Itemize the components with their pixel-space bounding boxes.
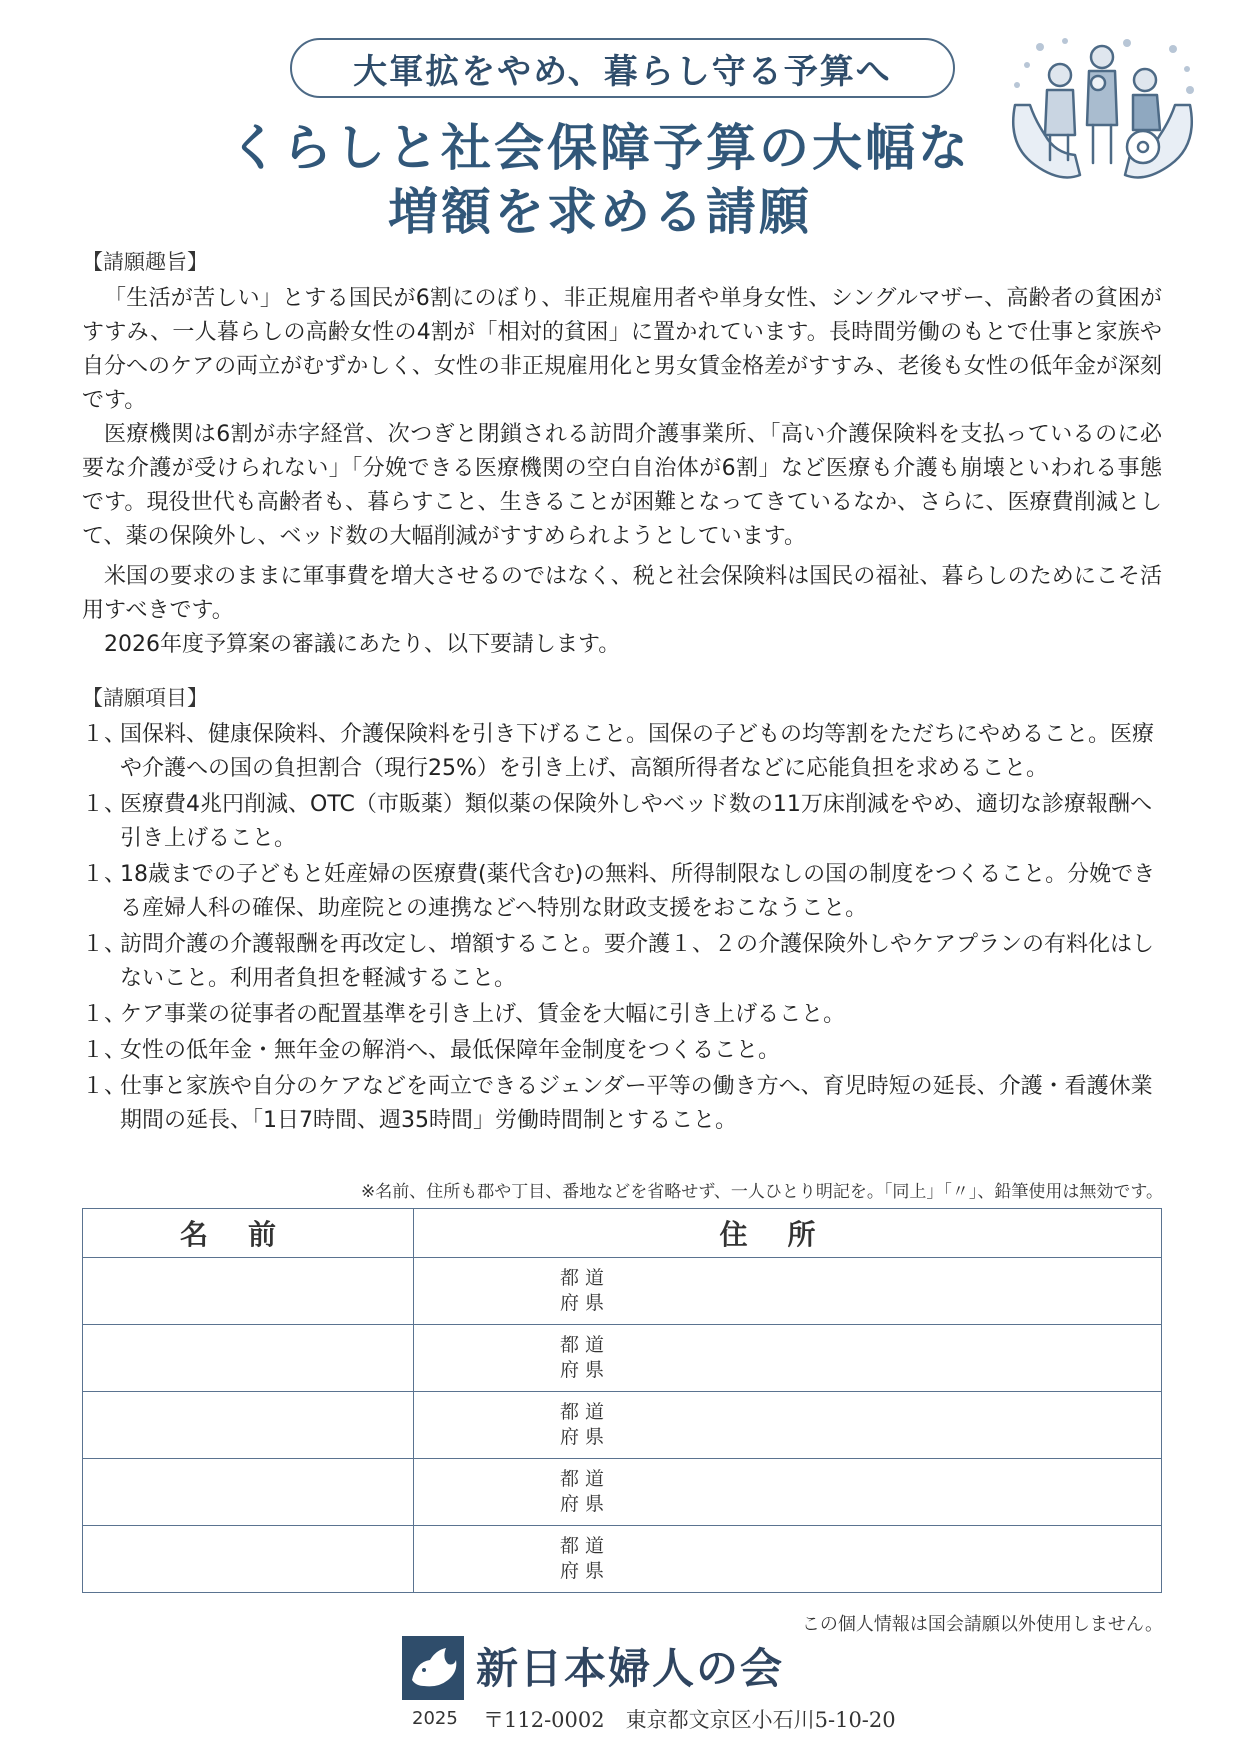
item-number: １、 [82, 932, 127, 957]
name-field[interactable] [83, 1258, 414, 1325]
organization-address: 〒112-0002 東京都文京区小石川5-10-20 [483, 1708, 896, 1732]
purpose-paragraph-1: 「生活が苦しい」とする国民が6割にのぼり、非正規雇用者や単身女性、シングルマザー、高齢者の貧困がすすみ、一人暮らしの高齢女性の4割が「相対的貧困」に置かれています。長時間労働のもとで仕事と家族や自分へのケアの両立がむずかしく、女性の非正規雇用化と男女賃金格差がすすみ、老後も女性の低年金が深刻です。 [82, 286, 1162, 413]
year-label: 2025 [412, 1708, 458, 1729]
prefecture-label [560, 1534, 610, 1584]
address-field[interactable] [414, 1459, 1162, 1526]
signature-table [82, 1208, 1162, 1593]
signature-row [83, 1526, 1162, 1593]
prefecture-label [560, 1266, 610, 1316]
family-care-illustration [1005, 35, 1200, 185]
pref-line-2: 府県 [560, 1493, 611, 1515]
name-field[interactable] [83, 1459, 414, 1526]
name-field[interactable] [83, 1325, 414, 1392]
pref-line-2: 府県 [560, 1426, 611, 1448]
pref-line-1: 都道 [560, 1468, 611, 1490]
list-item [82, 858, 1167, 926]
item-text: 国保料、健康保険料、介護保険料を引き下げること。国保の子どもの均等割をただちにやめること。医療や介護への国の負担割合（現行25%）を引き上げ、高額所得者などに応能負担を求めること。 [120, 722, 1155, 781]
signature-row [83, 1258, 1162, 1325]
item-text: 女性の低年金・無年金の解消へ、最低保障年金制度をつくること。 [120, 1038, 781, 1063]
item-number: １、 [82, 1074, 127, 1099]
signature-row [83, 1392, 1162, 1459]
privacy-notice: この個人情報は国会請願以外使用しません。 [801, 1614, 1163, 1635]
address-column-header: 住所 [414, 1209, 1162, 1258]
pref-line-1: 都道 [560, 1267, 611, 1289]
item-number: １、 [82, 1002, 127, 1027]
organization-name: 新日本婦人の会 [476, 1644, 785, 1693]
pref-line-2: 府県 [560, 1292, 611, 1314]
item-number: １、 [82, 862, 127, 887]
purpose-heading: 【請願趣旨】 [82, 250, 208, 274]
petition-items-list [82, 718, 1167, 1140]
name-field[interactable] [83, 1392, 414, 1459]
item-number: １、 [82, 792, 127, 817]
item-text: ケア事業の従事者の配置基準を引き上げ、賃金を大幅に引き上げること。 [120, 1002, 846, 1027]
item-text: 仕事と家族や自分のケアなどを両立できるジェンダー平等の働き方へ、育児時短の延長、介護・看護休業期間の延長、「1日7時間、週35時間」労働時間制とすること。 [120, 1074, 1153, 1133]
list-item [82, 1070, 1167, 1138]
item-text: 訪問介護の介護報酬を再改定し、増額すること。要介護１、２の介護保険外しやケアプランの有料化はしないこと。利用者負担を軽減すること。 [120, 932, 1155, 991]
page-title-line-2: 増額を求める請願 [388, 183, 812, 241]
name-field[interactable] [83, 1526, 414, 1593]
item-number: １、 [82, 722, 127, 747]
address-field[interactable] [414, 1325, 1162, 1392]
purpose-paragraph-3: 米国の要求のままに軍事費を増大させるのではなく、税と社会保険料は国民の福祉、暮らしのためにこそ活用すべきです。 [82, 564, 1162, 623]
address-field[interactable] [414, 1392, 1162, 1459]
dove-logo-icon [402, 1636, 464, 1700]
page-title-line-1: くらしと社会保障予算の大幅な [229, 119, 971, 177]
prefecture-label [560, 1333, 610, 1383]
pref-line-1: 都道 [560, 1401, 611, 1423]
list-item [82, 788, 1167, 856]
name-column-header: 名前 [83, 1209, 414, 1258]
items-heading: 【請願項目】 [82, 686, 208, 710]
prefecture-label [560, 1467, 610, 1517]
pref-line-2: 府県 [560, 1359, 611, 1381]
pref-line-1: 都道 [560, 1334, 611, 1356]
purpose-paragraph-2: 医療機関は6割が赤字経営、次つぎと閉鎖される訪問介護事業所、「高い介護保険料を支払っているのに必要な介護が受けられない」「分娩できる医療機関の空白自治体が6割」など医療も介護も崩壊といわれる事態です。現役世代も高齢者も、暮らすこと、生きることが困難となってきているなか、さらに、医療費削減として、薬の保険外し、ベッド数の大幅削減がすすめられようとしています。 [82, 422, 1162, 549]
subtitle-text: 大軍拡をやめ、暮らし守る予算へ [353, 51, 892, 92]
item-number: １、 [82, 1038, 127, 1063]
list-item [82, 718, 1167, 786]
pref-line-2: 府県 [560, 1560, 611, 1582]
address-field[interactable] [414, 1258, 1162, 1325]
signature-row [83, 1325, 1162, 1392]
signature-note: ※名前、住所も郡や丁目、番地などを省略せず、一人ひとり明記を。「同上」「〃」、鉛筆使用は無効です。 [360, 1182, 1163, 1202]
list-item [82, 928, 1167, 996]
pref-line-1: 都道 [560, 1535, 611, 1557]
address-field[interactable] [414, 1526, 1162, 1593]
item-text: 医療費4兆円削減、OTC（市販薬）類似薬の保険外しやベッド数の11万床削減をやめ、適切な診療報酬へ引き上げること。 [120, 792, 1152, 851]
list-item [82, 998, 1167, 1032]
subtitle-banner [290, 38, 955, 98]
purpose-paragraph-4: 2026年度予算案の審議にあたり、以下要請します。 [104, 632, 621, 657]
list-item [82, 1034, 1167, 1068]
signature-row [83, 1459, 1162, 1526]
prefecture-label [560, 1400, 610, 1450]
item-text: 18歳までの子どもと妊産婦の医療費(薬代含む)の無料、所得制限なしの国の制度をつくること。分娩できる産婦人科の確保、助産院との連携などへ特別な財政支援をおこなうこと。 [120, 862, 1156, 921]
